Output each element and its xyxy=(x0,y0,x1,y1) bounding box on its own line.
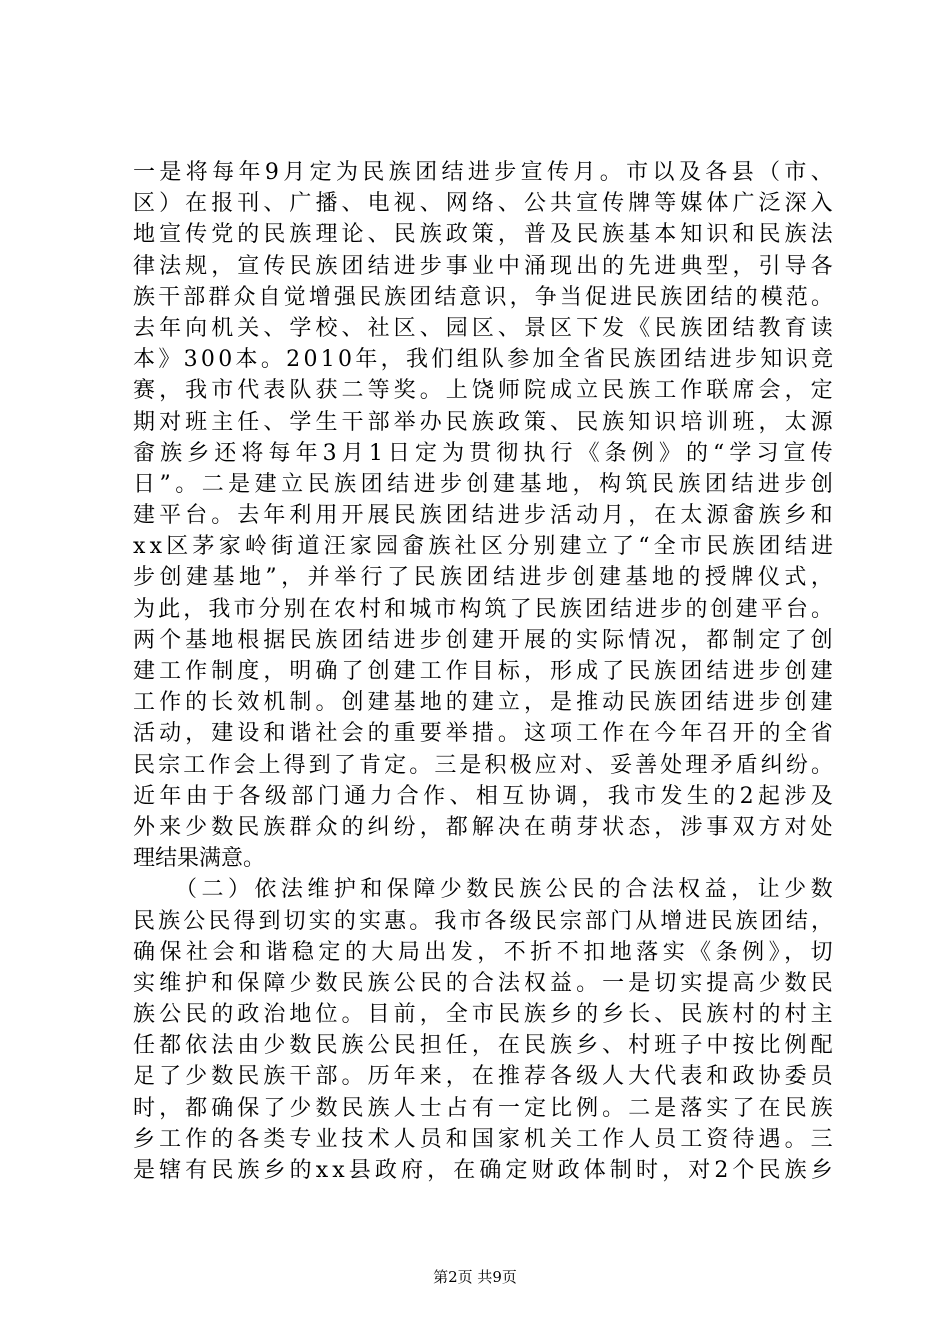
text-line: 去 年 向 机 关 、 学 校 、 社 区 、 园 区 、 景 区 下 发 《 民 族 团 结 教 育 读 xyxy=(133,315,833,341)
text-line: 建 工 作 制 度 ， 明 确 了 创 建 工 作 目 标 ， 形 成 了 民 族 团 结 进 步 创 建 xyxy=(133,659,833,684)
text-line: 民 族 公 民 得 到 切 实 的 实 惠 。 我 市 各 级 民 宗 部 门 从 增 进 民 族 团 结 ， xyxy=(133,908,833,934)
text-line: 为 此 ， 我 市 分 别 在 农 村 和 城 市 构 筑 了 民 族 团 结 进 步 的 创 建 平 台 。 xyxy=(133,596,833,622)
text-line: 是 辖 有 民 族 乡 的 x x 县 政 府 ， 在 确 定 财 政 体 制 时 ， 对 2 个 民 族 乡 xyxy=(133,1158,833,1183)
text-line: 两 个 基 地 根 据 民 族 团 结 进 步 创 建 开 展 的 实 际 情 况 ， 都 制 定 了 创 xyxy=(133,627,833,653)
text-line: 确 保 社 会 和 谐 稳 定 的 大 局 出 发 ， 不 折 不 扣 地 落 实 《 条 例 》 ， 切 xyxy=(133,939,833,965)
text-line: 乡 工 作 的 各 类 专 业 技 术 人 员 和 国 家 机 关 工 作 人 员 工 资 待 遇 。 三 xyxy=(133,1126,833,1152)
text-line: 族 公 民 的 政 治 地 位 。 目 前 ， 全 市 民 族 乡 的 乡 长 、 民 族 村 的 村 主 xyxy=(133,1002,833,1028)
text-line: 外 来 少 数 民 族 群 众 的 纠 纷 ， 都 解 决 在 萌 芽 状 态 ， 涉 事 双 方 对 处 xyxy=(133,814,833,840)
text-line: 本 》 3 0 0 本 。 2 0 1 0 年 ， 我 们 组 队 参 加 全 省 民 族 团 结 进 步 知 识 竞 xyxy=(133,347,833,373)
text-line: 任 都 依 法 由 少 数 民 族 公 民 担 任 ， 在 民 族 乡 、 村 班 子 中 按 比 例 配 xyxy=(133,1033,833,1059)
text-line: 建 平 台 。 去 年 利 用 开 展 民 族 团 结 进 步 活 动 月 ， 在 太 源 畲 族 乡 和 xyxy=(133,503,833,529)
text-line: 足 了 少 数 民 族 干 部 。 历 年 来 ， 在 推 荐 各 级 人 大 代 表 和 政 协 委 员 xyxy=(133,1064,833,1090)
text-line: 民 宗 工 作 会 上 得 到 了 肯 定 。 三 是 积 极 应 对 、 妥 善 处 理 矛 盾 纠 纷 。 xyxy=(133,752,833,778)
text-line: 律 法 规 ， 宣 传 民 族 团 结 进 步 事 业 中 涌 现 出 的 先 进 典 型 ， 引 导 各 xyxy=(133,253,833,279)
text-line: 区 ） 在 报 刊 、 广 播 、 电 视 、 网 络 、 公 共 宣 传 牌 等 媒 体 广 泛 深 入 xyxy=(133,191,833,217)
text-line: 族 干 部 群 众 自 觉 增 强 民 族 团 结 意 识 ， 争 当 促 进 民 族 团 结 的 模 范 。 xyxy=(133,284,833,310)
text-line: 活 动 ， 建 设 和 谐 社 会 的 重 要 举 措 。 这 项 工 作 在 今 年 召 开 的 全 省 xyxy=(133,721,833,747)
text-line: 日 ” 。 二 是 建 立 民 族 团 结 进 步 创 建 基 地 ， 构 筑 民 族 团 结 进 步 创 xyxy=(133,471,833,497)
text-line: 畲 族 乡 还 将 每 年 3 月 1 日 定 为 贯 彻 执 行 《 条 例 》 的 “ 学 习 宣 传 xyxy=(133,440,833,466)
text-line: 期 对 班 主 任 、 学 生 干 部 举 办 民 族 政 策 、 民 族 知 识 培 训 班 ， 太 源 xyxy=(133,409,833,435)
body-text xyxy=(133,157,833,1186)
text-line: 步 创 建 基 地 ” ， 并 举 行 了 民 族 团 结 进 步 创 建 基 地 的 授 牌 仪 式 ， xyxy=(133,565,833,591)
text-line: 时 ， 都 确 保 了 少 数 民 族 人 士 占 有 一 定 比 例 。 二 是 落 实 了 在 民 族 xyxy=(133,1095,833,1121)
text-line: 赛 ， 我 市 代 表 队 获 二 等 奖 。 上 饶 师 院 成 立 民 族 工 作 联 席 会 ， 定 xyxy=(133,378,833,404)
text-line: x x 区 茅 家 岭 街 道 汪 家 园 畲 族 社 区 分 别 建 立 了 “ 全 市 民 族 团 结 进 xyxy=(133,534,833,560)
text-line: 实 维 护 和 保 障 少 数 民 族 公 民 的 合 法 权 益 。 一 是 切 实 提 高 少 数 民 xyxy=(133,970,833,996)
text-line: 一 是 将 每 年 9 月 定 为 民 族 团 结 进 步 宣 传 月 。 市 以 及 各 县 （ 市 、 xyxy=(133,160,833,185)
text-line: 近 年 由 于 各 级 部 门 通 力 合 作 、 相 互 协 调 ， 我 市 发 生 的 2 起 涉 及 xyxy=(133,783,833,809)
text-line: 工 作 的 长 效 机 制 。 创 建 基 地 的 建 立 ， 是 推 动 民 族 团 结 进 步 创 建 xyxy=(133,690,833,716)
text-line: 地 宣 传 党 的 民 族 理 论 、 民 族 政 策 ， 普 及 民 族 基 本 知 识 和 民 族 法 xyxy=(133,222,833,248)
text-line: （ 二 ） 依 法 维 护 和 保 障 少 数 民 族 公 民 的 合 法 权 益 ， 让 少 数 xyxy=(185,877,833,903)
page-footer: 第2页 共9页 xyxy=(433,1268,517,1286)
text-line: 理结果满意。 xyxy=(133,846,266,872)
